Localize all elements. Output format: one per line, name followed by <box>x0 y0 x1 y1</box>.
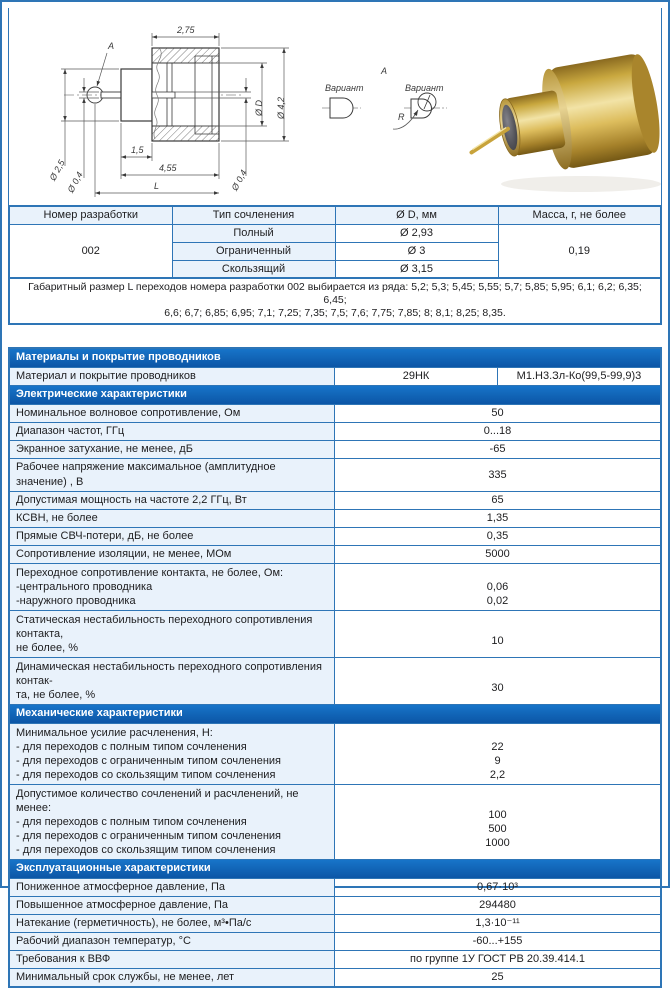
spec-label: Требования к ВВФ <box>10 951 335 968</box>
spec-row <box>10 441 660 459</box>
spec-value: М1.Н3.Зл-Ко(99,5-99,9)3 <box>497 368 660 385</box>
t1-type-cell: Ограниченный <box>172 242 335 260</box>
spec-label: Сопротивление изоляции, не менее, МОм <box>10 546 335 563</box>
spec-label: Материал и покрытие проводников <box>10 368 335 385</box>
t1-header-cell: Масса, г, не более <box>498 206 661 224</box>
dim-label-dia-04-left: Ø 0,4 <box>65 170 85 195</box>
spec-row <box>10 546 660 564</box>
variant-views <box>322 66 447 129</box>
spec-value: 100 500 1000 <box>485 809 510 849</box>
spec-value: 0,67·10³ <box>477 881 518 893</box>
spec-label: Повышенное атмосферное давление, Па <box>10 897 335 914</box>
spec-row <box>10 951 660 969</box>
spec-label: Статическая нестабильность переходного сопротивления контакта, не более, % <box>10 611 335 657</box>
spec-label: Допустимое количество сочленений и расчленений, не менее: - для переходов с полным типом сочленения - для переходов с ограниченным типом сочленения - для переходов со скользящим типом сочленения <box>10 785 335 859</box>
spec-row <box>10 915 660 933</box>
spec-value: 50 <box>491 407 504 419</box>
spec-label: Пониженное атмосферное давление, Па <box>10 879 335 896</box>
spec-value: 29НК <box>402 370 430 382</box>
spec-value: 0,35 <box>486 530 509 542</box>
spec-row <box>10 785 660 860</box>
spec-value: 0,06 0,02 <box>486 581 509 607</box>
spec-label: Минимальное усилие расчленения, Н: - для переходов с полным типом сочленения - для переходов с ограниченным типом сочленения - для переходов со скользящим типом сочленения <box>10 724 335 784</box>
dim-label-dia-42: Ø 4,2 <box>276 96 286 119</box>
spec-value: 22 9 2,2 <box>489 741 506 781</box>
technical-drawing <box>9 8 663 205</box>
dim-label-top-width: 2,75 <box>177 25 195 35</box>
spec-row <box>10 423 660 441</box>
spec-row <box>10 724 660 785</box>
spec-label: Рабочий диапазон температур, °С <box>10 933 335 950</box>
t1-header-cell: Ø D, мм <box>335 206 498 224</box>
spec-section-header: Электрические характеристики <box>10 386 660 405</box>
spec-label: Натекание (герметичность), не более, м³•Па/с <box>10 915 335 932</box>
dim-label-L: L <box>154 181 160 191</box>
spec-table <box>8 347 662 988</box>
t1-diameter-cell: Ø 3 <box>335 242 498 260</box>
connector-section-view <box>64 48 241 141</box>
spec-value: 30 <box>491 682 504 694</box>
spec-row <box>10 368 660 386</box>
spec-row <box>10 658 660 705</box>
radius-label: R <box>398 112 405 122</box>
spec-label: Допустимая мощность на частоте 2,2 ГГц, Вт <box>10 492 335 509</box>
spec-label: Минимальный срок службы, не менее, лет <box>10 969 335 986</box>
spec-value: 65 <box>491 494 504 506</box>
t1-type-cell: Полный <box>172 224 335 242</box>
spec-value: 5000 <box>485 548 510 560</box>
dim-label-15: 1,5 <box>131 145 144 155</box>
spec-label: Экранное затухание, не менее, дБ <box>10 441 335 458</box>
spec-value: -60...+155 <box>472 935 523 947</box>
spec-label: Переходное сопротивление контакта, не более, Ом: -центрального проводника -наружного проводника <box>10 564 335 610</box>
dim-label-dia-D: Ø D <box>254 99 264 116</box>
connector-photo <box>460 51 666 192</box>
variant1-label: Вариант <box>325 83 364 93</box>
spec-row <box>10 405 660 423</box>
spec-label: Динамическая нестабильность переходного сопротивления контак- та, не более, % <box>10 658 335 704</box>
spec-row <box>10 528 660 546</box>
spec-section-header: Механические характеристики <box>10 705 660 724</box>
t1-header-cell: Номер разработки <box>9 206 172 224</box>
spec-label: Диапазон частот, ГГц <box>10 423 335 440</box>
spec-section-header: Материалы и покрытие проводников <box>10 349 660 368</box>
spec-label: Прямые СВЧ-потери, дБ, не более <box>10 528 335 545</box>
variant2-label: Вариант <box>405 83 444 93</box>
t1-diameter-cell: Ø 3,15 <box>335 260 498 278</box>
dimension-note <box>8 279 662 325</box>
dim-label-dia-04-right: Ø 0,4 <box>229 168 249 193</box>
spec-value: по группе 1У ГОСТ РВ 20.39.414.1 <box>410 953 585 965</box>
spec-value: 1,3·10⁻¹¹ <box>475 917 520 929</box>
spec-label: Рабочее напряжение максимальное (амплитудное значение) , В <box>10 459 335 491</box>
spec-row <box>10 933 660 951</box>
spec-value: 335 <box>488 468 507 481</box>
view-a-label: A <box>108 41 115 51</box>
dim-label-455: 4,55 <box>159 163 177 173</box>
t1-type-cell: Скользящий <box>172 260 335 278</box>
spec-row <box>10 969 660 986</box>
t1-dev-number: 002 <box>9 224 172 278</box>
t1-mass: 0,19 <box>498 224 661 278</box>
spec-value: 10 <box>491 635 504 647</box>
variants-view-a-label: A <box>381 66 388 76</box>
variants-table <box>8 205 662 279</box>
t1-diameter-cell: Ø 2,93 <box>335 224 498 242</box>
spec-row <box>10 459 660 492</box>
spec-row <box>10 564 660 611</box>
note-line-2: 6,6; 6,7; 6,85; 6,95; 7,1; 7,25; 7,35; 7,5; 7,6; 7,75; 7,85; 8; 8,1; 8,25; 8,35. <box>164 307 506 319</box>
spec-value: 25 <box>491 971 504 983</box>
variant1-shape <box>330 98 353 118</box>
dim-label-dia-25: Ø 2,5 <box>47 158 67 183</box>
spec-row <box>10 510 660 528</box>
spec-value: 1,35 <box>486 512 509 524</box>
spec-label: Номинальное волновое сопротивление, Ом <box>10 405 335 422</box>
note-line-1: Габаритный размер L переходов номера разработки 002 выбирается из ряда: 5,2; 5,3; 5,45; 5,55; 5,7; 5,85; 5,95; 6,1; 6,2; 6,35; 6,45; <box>28 281 642 306</box>
spec-value: 0...18 <box>483 425 512 437</box>
spec-row <box>10 611 660 658</box>
t1-header-cell: Тип сочленения <box>172 206 335 224</box>
spec-label: КСВН, не более <box>10 510 335 527</box>
drawing-area <box>8 8 662 205</box>
spec-value: -65 <box>489 443 506 455</box>
spec-value: 294480 <box>479 899 516 911</box>
spec-row <box>10 492 660 510</box>
spec-row <box>10 897 660 915</box>
spec-section-header: Эксплуатационные характеристики <box>10 860 660 879</box>
table-row <box>9 224 661 242</box>
spec-row <box>10 879 660 897</box>
